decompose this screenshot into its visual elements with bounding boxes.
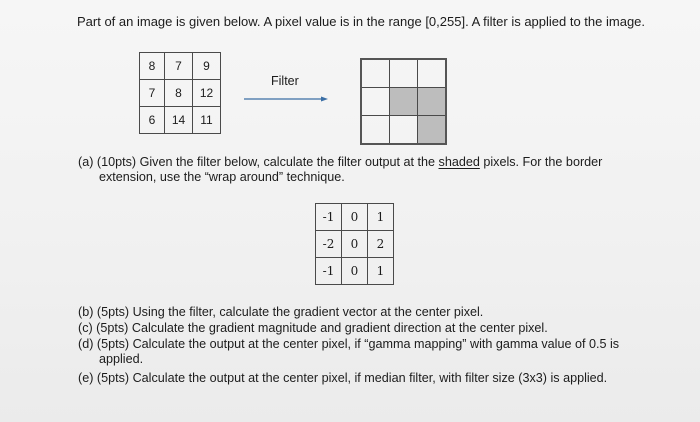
shaded-underlined-word: shaded — [438, 155, 480, 169]
output-cell — [390, 116, 418, 145]
part-a-text: (a) (10pts) Given the filter below, calculate the filter output at the — [78, 155, 439, 169]
kernel-row — [316, 231, 394, 258]
part-d-line2: applied. — [99, 352, 144, 366]
filter-label: Filter — [271, 74, 299, 88]
output-cell — [361, 59, 390, 88]
part-a-text: pixels. For the border — [479, 155, 603, 169]
output-grid — [360, 58, 447, 145]
output-cell — [390, 59, 418, 88]
output-row — [361, 116, 446, 145]
matrix-row — [140, 53, 221, 80]
matrix-row — [140, 80, 221, 107]
filter-kernel — [315, 203, 394, 285]
matrix-cell: 11 — [193, 107, 221, 134]
part-e: (e) (5pts) Calculate the output at the center pixel, if median filter, with filter size (3x3) is applied. — [78, 371, 608, 385]
problem-intro: Part of an image is given below. A pixel value is in the range [0,255]. A filter is applied to the image. — [77, 14, 646, 29]
matrix-cell: 14 — [165, 107, 193, 134]
output-cell — [361, 116, 390, 145]
kernel-cell: 0 — [342, 258, 368, 285]
kernel-cell: 0 — [342, 204, 368, 231]
output-row — [361, 88, 446, 116]
matrix-cell: 9 — [193, 53, 221, 80]
arrow-right-icon — [244, 92, 328, 106]
kernel-cell: 0 — [342, 231, 368, 258]
part-b: (b) (5pts) Using the filter, calculate the gradient vector at the center pixel. — [78, 305, 484, 319]
part-d-line1: (d) (5pts) Calculate the output at the center pixel, if “gamma mapping” with gamma value of 0.5 is — [78, 337, 620, 351]
output-cell-shaded — [418, 116, 447, 145]
output-cell — [418, 59, 447, 88]
kernel-row — [316, 258, 394, 285]
kernel-cell: -1 — [316, 258, 342, 285]
kernel-cell: -2 — [316, 231, 342, 258]
matrix-cell: 8 — [140, 53, 165, 80]
kernel-cell: -1 — [316, 204, 342, 231]
part-a-line2: extension, use the “wrap around” technique. — [99, 170, 345, 184]
image-pixel-matrix — [139, 52, 221, 134]
output-cell — [361, 88, 390, 116]
kernel-cell: 2 — [368, 231, 394, 258]
kernel-row — [316, 204, 394, 231]
part-c: (c) (5pts) Calculate the gradient magnitude and gradient direction at the center pixel. — [78, 321, 548, 335]
matrix-row — [140, 107, 221, 134]
matrix-cell: 12 — [193, 80, 221, 107]
matrix-cell: 7 — [140, 80, 165, 107]
output-cell-shaded — [390, 88, 418, 116]
kernel-cell: 1 — [368, 258, 394, 285]
matrix-cell: 6 — [140, 107, 165, 134]
part-a-line1 — [78, 155, 602, 170]
output-row — [361, 59, 446, 88]
output-cell-shaded — [418, 88, 447, 116]
matrix-cell: 7 — [165, 53, 193, 80]
kernel-cell: 1 — [368, 204, 394, 231]
matrix-cell: 8 — [165, 80, 193, 107]
